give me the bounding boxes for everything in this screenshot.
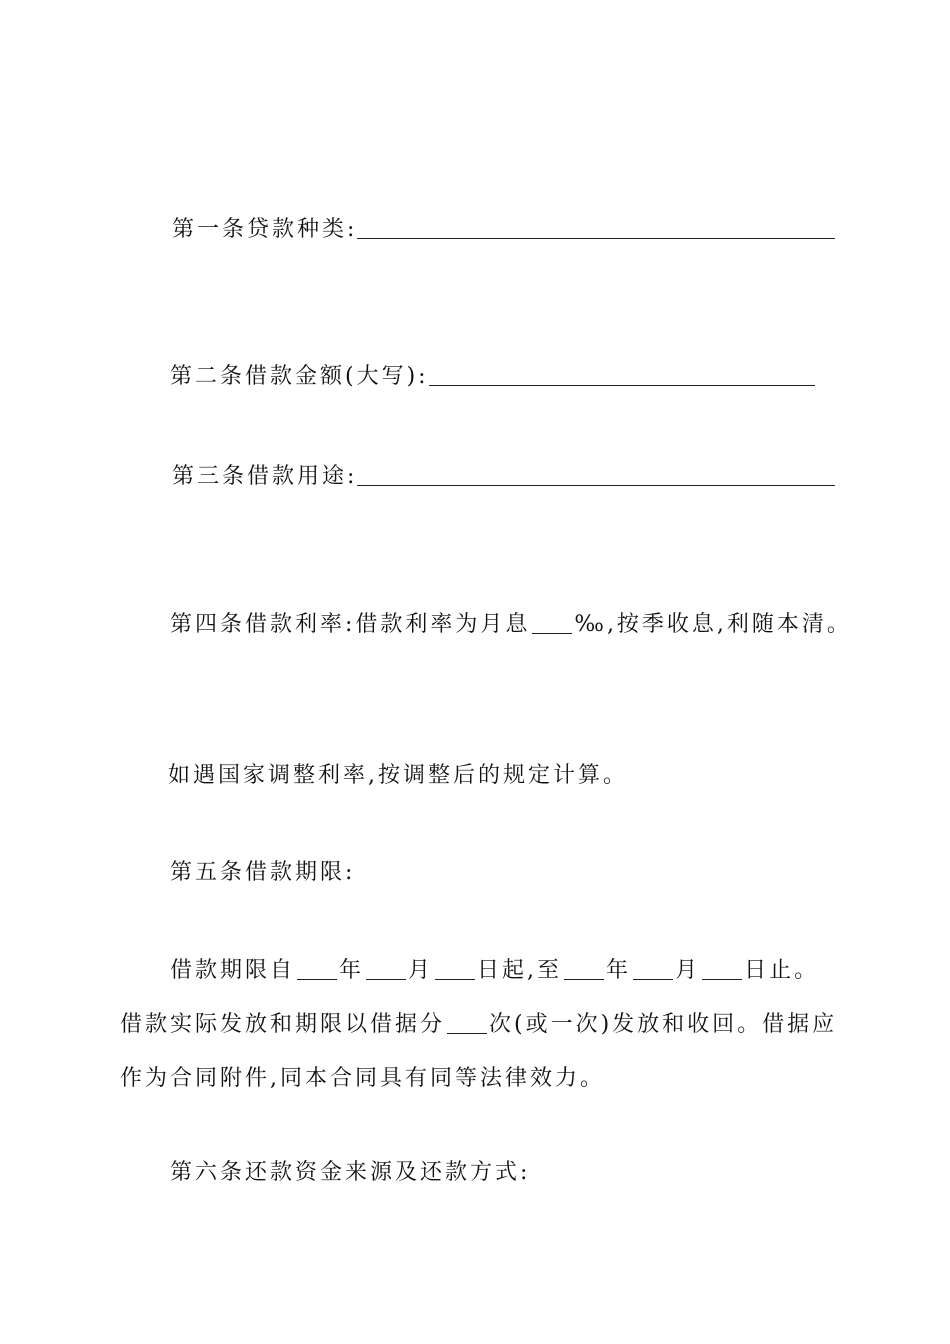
disbursement-text-end: 次(或一次)发放和收回。借据应 xyxy=(489,1012,838,1037)
article-6-heading xyxy=(170,1158,530,1188)
article-5-heading-text: 第五条借款期限: xyxy=(170,860,356,885)
article-2-label: 第二条借款金额(大写): xyxy=(170,364,429,389)
article-3-label: 第三条借款用途: xyxy=(172,464,358,489)
article-1-line xyxy=(172,215,835,245)
day-end-label: 日止。 xyxy=(744,958,820,983)
start-month-blank[interactable] xyxy=(366,957,406,980)
end-month-blank[interactable] xyxy=(633,957,673,980)
article-4-text-a: 第四条借款利率:借款利率为月息 xyxy=(170,612,531,637)
loan-type-field[interactable] xyxy=(357,216,835,239)
article-5-para-line-1 xyxy=(170,956,819,986)
interest-rate-blank[interactable] xyxy=(532,611,572,634)
attachment-text: 作为合同附件,同本合同具有同等法律效力。 xyxy=(120,1066,605,1091)
month-label: 月 xyxy=(675,958,701,983)
end-year-blank[interactable] xyxy=(564,957,604,980)
start-day-blank[interactable] xyxy=(435,957,475,980)
end-day-blank[interactable] xyxy=(702,957,742,980)
article-4-line xyxy=(170,610,852,640)
article-4-text-b: ‰,按季收息,利随本清。 xyxy=(574,612,852,637)
rate-adjust-note xyxy=(168,761,628,791)
year-label: 年 xyxy=(339,958,365,983)
start-year-blank[interactable] xyxy=(297,957,337,980)
article-5-para-line-2 xyxy=(120,1010,837,1040)
article-5-para-line-3 xyxy=(120,1064,605,1094)
article-6-heading-text: 第六条还款资金来源及还款方式: xyxy=(170,1160,531,1185)
installments-blank[interactable] xyxy=(447,1011,487,1034)
rate-adjust-text: 如遇国家调整利率,按调整后的规定计算。 xyxy=(168,763,628,788)
month-label: 月 xyxy=(408,958,434,983)
year-label: 年 xyxy=(606,958,632,983)
loan-amount-field[interactable] xyxy=(429,363,815,386)
article-3-line xyxy=(172,462,835,492)
article-1-label: 第一条贷款种类: xyxy=(172,217,358,242)
term-text-start: 借款期限自 xyxy=(170,958,296,983)
day-to-label: 日起,至 xyxy=(477,958,563,983)
article-2-line xyxy=(170,362,815,392)
loan-purpose-field[interactable] xyxy=(357,463,835,486)
disbursement-text: 借款实际发放和期限以借据分 xyxy=(120,1012,446,1037)
article-5-heading xyxy=(170,858,355,888)
